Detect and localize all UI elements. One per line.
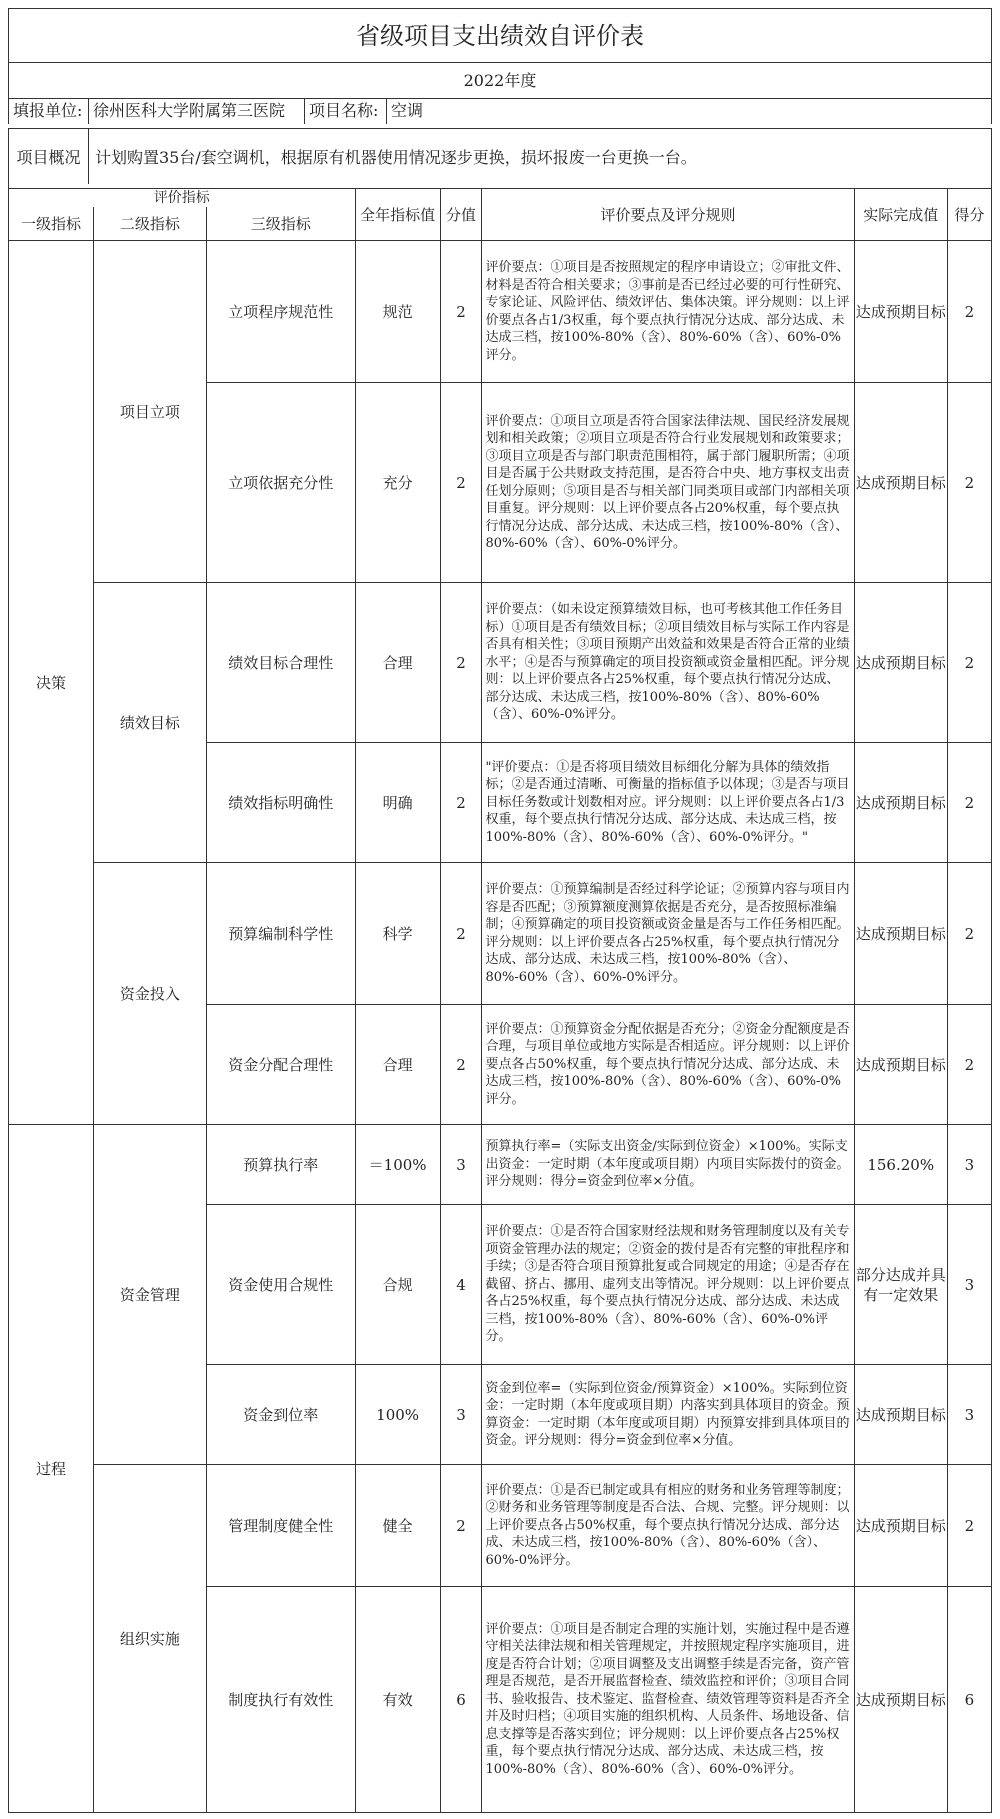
score-cell: 3 — [947, 1205, 991, 1365]
target-cell: 科学 — [355, 863, 440, 1005]
level3-cell: 绩效目标合理性 — [206, 583, 355, 743]
indicator-table — [8, 188, 992, 1813]
actual-cell: 达成预期目标 — [854, 241, 947, 383]
actual-cell: 部分达成并具有一定效果 — [854, 1205, 947, 1365]
rule-cell: "评价要点：①是否将项目绩效目标细化分解为具体的绩效指标；②是否通过清晰、可衡量的指标值予以体现；③是否与项目目标任务数或计划数相对应。评分规则：以上评价要点各占1/3权重，每个要点执行情况分达成、部分达成、未达成三档，按100%-80%（含）、80%-60%（含）、60%-0%评分。" — [482, 743, 854, 863]
weight-cell: 4 — [440, 1205, 482, 1365]
project-label: 项目名称: — [305, 99, 387, 124]
rule-cell: 评价要点：①项目是否制定合理的实施计划，实施过程中是否遵守相关法律法规和相关管理规定，并按照规定程序实施项目，进度是否符合计划；②项目调整及支出调整手续是否完备，资产管理是否规范，是否开展监督检查、绩效监控和评价；③项目合同书、验收报告、技术鉴定、监督检查、绩效管理等资料是否齐全并及时归档；④项目实施的组织机构、人员条件、场地设备、信息支撑等是否落实到位；评分规则：以上评价要点各占25%权重，每个要点执行情况分达成、部分达成、未达成三档，按100%-80%（含）、80%-60%（含）、60%-0%评分。 — [482, 1587, 854, 1813]
rule-cell: 评价要点：①是否已制定或具有相应的财务和业务管理等制度；②财务和业务管理等制度是否合法、合规、完整。评分规则：以上评价要点各占50%权重，每个要点执行情况分达成、部分达成、未达成三档，按100%-80%（含）、80%-60%（含）、60%-0%评分。 — [482, 1465, 854, 1587]
rule-cell: 评价要点：①项目立项是否符合国家法律法规、国民经济发展规划和相关政策；②项目立项是否符合行业发展规划和政策要求；③项目立项是否与部门职责范围相符，属于部门履职所需；④项目是否属于公共财政支持范围，是否符合中央、地方事权支出责任划分原则；⑤项目是否与相关部门同类项目或部门内部相关项目重复。评分规则：以上评价要点各占20%权重，每个要点执行情况分达成、部分达成、未达成三档，按100%-80%（含）、80%-60%（含）、60%-0%评分。 — [482, 383, 854, 583]
header-level2: 二级指标 — [93, 207, 206, 241]
actual-cell: 达成预期目标 — [854, 1587, 947, 1813]
target-cell: 100% — [355, 1365, 440, 1465]
level1-cell: 决策 — [9, 241, 94, 1125]
page-title: 省级项目支出绩效自评价表 — [8, 8, 992, 62]
actual-cell: 达成预期目标 — [854, 743, 947, 863]
level3-cell: 立项程序规范性 — [206, 241, 355, 383]
table-row — [9, 583, 992, 743]
level2-cell: 项目立项 — [93, 241, 206, 583]
table-row — [9, 863, 992, 1005]
score-cell: 6 — [947, 1587, 991, 1813]
target-cell: 健全 — [355, 1465, 440, 1587]
actual-cell: 达成预期目标 — [854, 1465, 947, 1587]
weight-cell: 2 — [440, 241, 482, 383]
score-cell: 2 — [947, 583, 991, 743]
overview-label: 项目概况 — [9, 129, 89, 184]
header-level3: 三级指标 — [206, 207, 355, 241]
weight-cell: 6 — [440, 1587, 482, 1813]
rule-cell: 资金到位率=（实际到位资金/预算资金）×100%。实际到位资金：一定时期（本年度或项目期）内落实到具体项目的资金。预算资金：一定时期（本年度或项目期）内预算安排到具体项目的资金。评分规则：得分=资金到位率×分值。 — [482, 1365, 854, 1465]
rule-cell: 评价要点：（如未设定预算绩效目标，也可考核其他工作任务目标）①项目是否有绩效目标；②项目绩效目标与实际工作内容是否具有相关性；③项目预期产出效益和效果是否符合正常的业绩水平；④是否与预算确定的项目投资额或资金量相匹配。评分规则：以上评价要点各占25%权重，每个要点执行情况分达成、部分达成、未达成三档，按100%-80%（含）、80%-60%（含）、60%-0%评分。 — [482, 583, 854, 743]
score-cell: 3 — [947, 1125, 991, 1205]
unit-value: 徐州医科大学附属第三医院 — [89, 99, 305, 124]
header-weight: 分值 — [440, 189, 482, 241]
header-actual: 实际完成值 — [854, 189, 947, 241]
header-group: 评价指标 — [9, 189, 356, 207]
target-cell: 合理 — [355, 1005, 440, 1125]
overview-text: 计划购置35台/套空调机，根据原有机器使用情况逐步更换，损坏报废一台更换一台。 — [95, 148, 697, 167]
project-value: 空调 — [391, 101, 424, 120]
header-target: 全年指标值 — [355, 189, 440, 241]
level2-cell: 资金管理 — [93, 1125, 206, 1465]
score-cell: 2 — [947, 863, 991, 1005]
unit-label: 填报单位: — [9, 99, 89, 124]
rule-cell: 预算执行率=（实际支出资金/实际到位资金）×100%。实际支出资金：一定时期（本年度或项目期）内项目实际拨付的资金。评分规则：得分=资金到位率×分值。 — [482, 1125, 854, 1205]
weight-cell: 2 — [440, 863, 482, 1005]
actual-cell: 达成预期目标 — [854, 383, 947, 583]
header-score: 得分 — [947, 189, 991, 241]
actual-cell: 达成预期目标 — [854, 1005, 947, 1125]
table-row — [9, 1465, 992, 1587]
actual-cell: 达成预期目标 — [854, 583, 947, 743]
rule-cell: 评价要点：①预算资金分配依据是否充分；②资金分配额度是否合理，与项目单位或地方实际是否相适应。评分规则：以上评价要点各占50%权重，每个要点执行情况分达成、部分达成、未达成三档，按100%-80%（含）、80%-60%（含）、60%-0%评分。 — [482, 1005, 854, 1125]
level3-cell: 预算编制科学性 — [206, 863, 355, 1005]
table-row — [9, 241, 992, 383]
score-cell: 3 — [947, 1365, 991, 1465]
weight-cell: 3 — [440, 1125, 482, 1205]
score-cell: 2 — [947, 1005, 991, 1125]
weight-cell: 2 — [440, 1465, 482, 1587]
rule-cell: 评价要点：①预算编制是否经过科学论证；②预算内容与项目内容是否匹配；③预算额度测算依据是否充分，是否按照标准编制；④预算确定的项目投资额或资金量是否与工作任务相匹配。评分规则：以上评价要点各占25%权重，每个要点执行情况分达成、部分达成、未达成三档，按100%-80%（含）、80%-60%（含）、60%-0%评分。 — [482, 863, 854, 1005]
header-rules: 评价要点及评分规则 — [482, 189, 854, 241]
target-cell: 明确 — [355, 743, 440, 863]
level3-cell: 管理制度健全性 — [206, 1465, 355, 1587]
actual-cell: 156.20% — [854, 1125, 947, 1205]
target-cell: 充分 — [355, 383, 440, 583]
weight-cell: 2 — [440, 743, 482, 863]
level3-cell: 制度执行有效性 — [206, 1587, 355, 1813]
level3-cell: 资金到位率 — [206, 1365, 355, 1465]
rule-cell: 评价要点：①是否符合国家财经法规和财务管理制度以及有关专项资金管理办法的规定；②资金的拨付是否有完整的审批程序和手续；③是否符合项目预算批复或合同规定的用途；④是否存在截留、挤占、挪用、虚列支出等情况。评分规则：以上评价要点各占25%权重，每个要点执行情况分达成、部分达成、未达成三档，按100%-80%（含）、80%-60%（含）、60%-0%评分。 — [482, 1205, 854, 1365]
level1-cell: 过程 — [9, 1125, 94, 1813]
score-cell: 2 — [947, 241, 991, 383]
level3-cell: 立项依据充分性 — [206, 383, 355, 583]
weight-cell: 2 — [440, 583, 482, 743]
rule-cell: 评价要点：①项目是否按照规定的程序申请设立；②审批文件、材料是否符合相关要求；③事前是否已经过必要的可行性研究、专家论证、风险评估、绩效评估、集体决策。评分规则：以上评价要点各占1/3权重，每个要点执行情况分达成、部分达成、未达成三档，按100%-80%（含）、80%-60%（含）、60%-0%评分。 — [482, 241, 854, 383]
target-cell: 规范 — [355, 241, 440, 383]
table-row — [9, 1125, 992, 1205]
level2-cell: 组织实施 — [93, 1465, 206, 1813]
level2-cell: 绩效目标 — [93, 583, 206, 863]
score-cell: 2 — [947, 743, 991, 863]
score-cell: 2 — [947, 1465, 991, 1587]
target-cell: 合理 — [355, 583, 440, 743]
weight-cell: 2 — [440, 1005, 482, 1125]
overview-row — [8, 128, 992, 184]
target-cell: 合规 — [355, 1205, 440, 1365]
weight-cell: 3 — [440, 1365, 482, 1465]
level3-cell: 预算执行率 — [206, 1125, 355, 1205]
level3-cell: 资金使用合规性 — [206, 1205, 355, 1365]
report-year: 2022年度 — [8, 62, 992, 98]
weight-cell: 2 — [440, 383, 482, 583]
target-cell: ＝100% — [355, 1125, 440, 1205]
level3-cell: 资金分配合理性 — [206, 1005, 355, 1125]
actual-cell: 达成预期目标 — [854, 1365, 947, 1465]
level3-cell: 绩效指标明确性 — [206, 743, 355, 863]
score-cell: 2 — [947, 383, 991, 583]
info-row — [8, 98, 992, 124]
target-cell: 有效 — [355, 1587, 440, 1813]
level2-cell: 资金投入 — [93, 863, 206, 1125]
evaluation-form — [8, 8, 992, 1813]
actual-cell: 达成预期目标 — [854, 863, 947, 1005]
header-level1: 一级指标 — [9, 207, 94, 241]
